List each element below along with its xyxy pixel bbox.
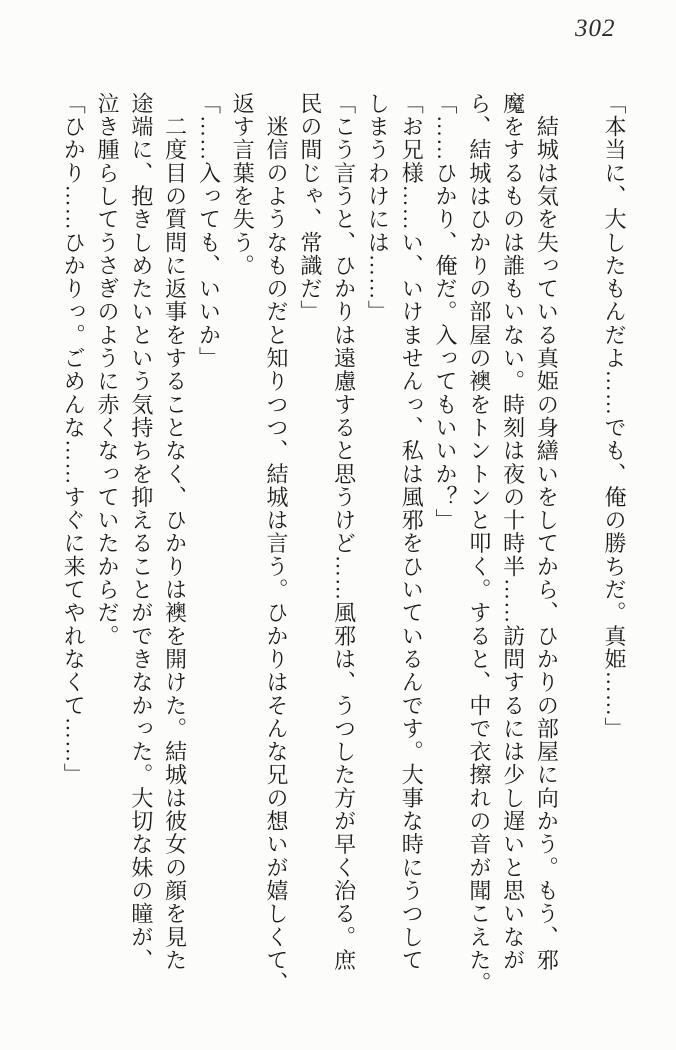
text-line: 途端に、抱きしめたいという気持ちを抑えることができなかった。大切な妹の瞳が、 [128,92,154,972]
text-line: 二度目の質問に返事をすることなく、ひかりは襖を開けた。結城は彼女の顔を見た [162,92,188,972]
text-line: 迷信のようなものだと知りつつ、結城は言う。ひかりはそんな兄の想いが嬉しくて、 [264,92,290,995]
text-line: ら、結城はひかりの部屋の襖をトントンと叩く。すると、中で衣擦れの音が聞こえた。 [466,92,492,995]
text-line: 魔をするものは誰もいない。時刻は夜の十時半……訪問するには少し遅いと思いなが [500,92,526,972]
text-line: 返す言葉を失う。 [230,92,256,278]
body-text [56,92,631,997]
text-line: 「……ひかり、俺だ。入ってもいいか？」 [433,92,459,532]
blank-line [563,92,597,997]
text-line: 「こう言うと、ひかりは遠慮すると思うけど……風邪は、うつした方が早く治る。庶 [331,92,357,972]
text-line: 「本当に、大したもんだよ……でも、俺の勝ちだ。真姫……」 [602,92,627,741]
text-line: 泣き腫らしてうさぎのように赤くなっていたからだ。 [95,92,121,648]
page-number: 302 [575,15,616,42]
text-line: 「お兄様……い、いけませんっ、私は風邪をひいているんです。大事な時にうつして [399,92,425,972]
text-line: しまうわけには……」 [365,92,391,324]
text-line: 「……入っても、いいか」 [196,92,222,370]
text-line: 「ひかり……ひかりっ。ごめんな……すぐに来てやれなくて……」 [61,92,87,787]
text-line: 民の間じゃ、常識だ」 [297,92,323,324]
text-line: 結城は気を失っている真姫の身繕いをしてから、ひかりの部屋に向かう。もう、邪 [534,92,560,972]
